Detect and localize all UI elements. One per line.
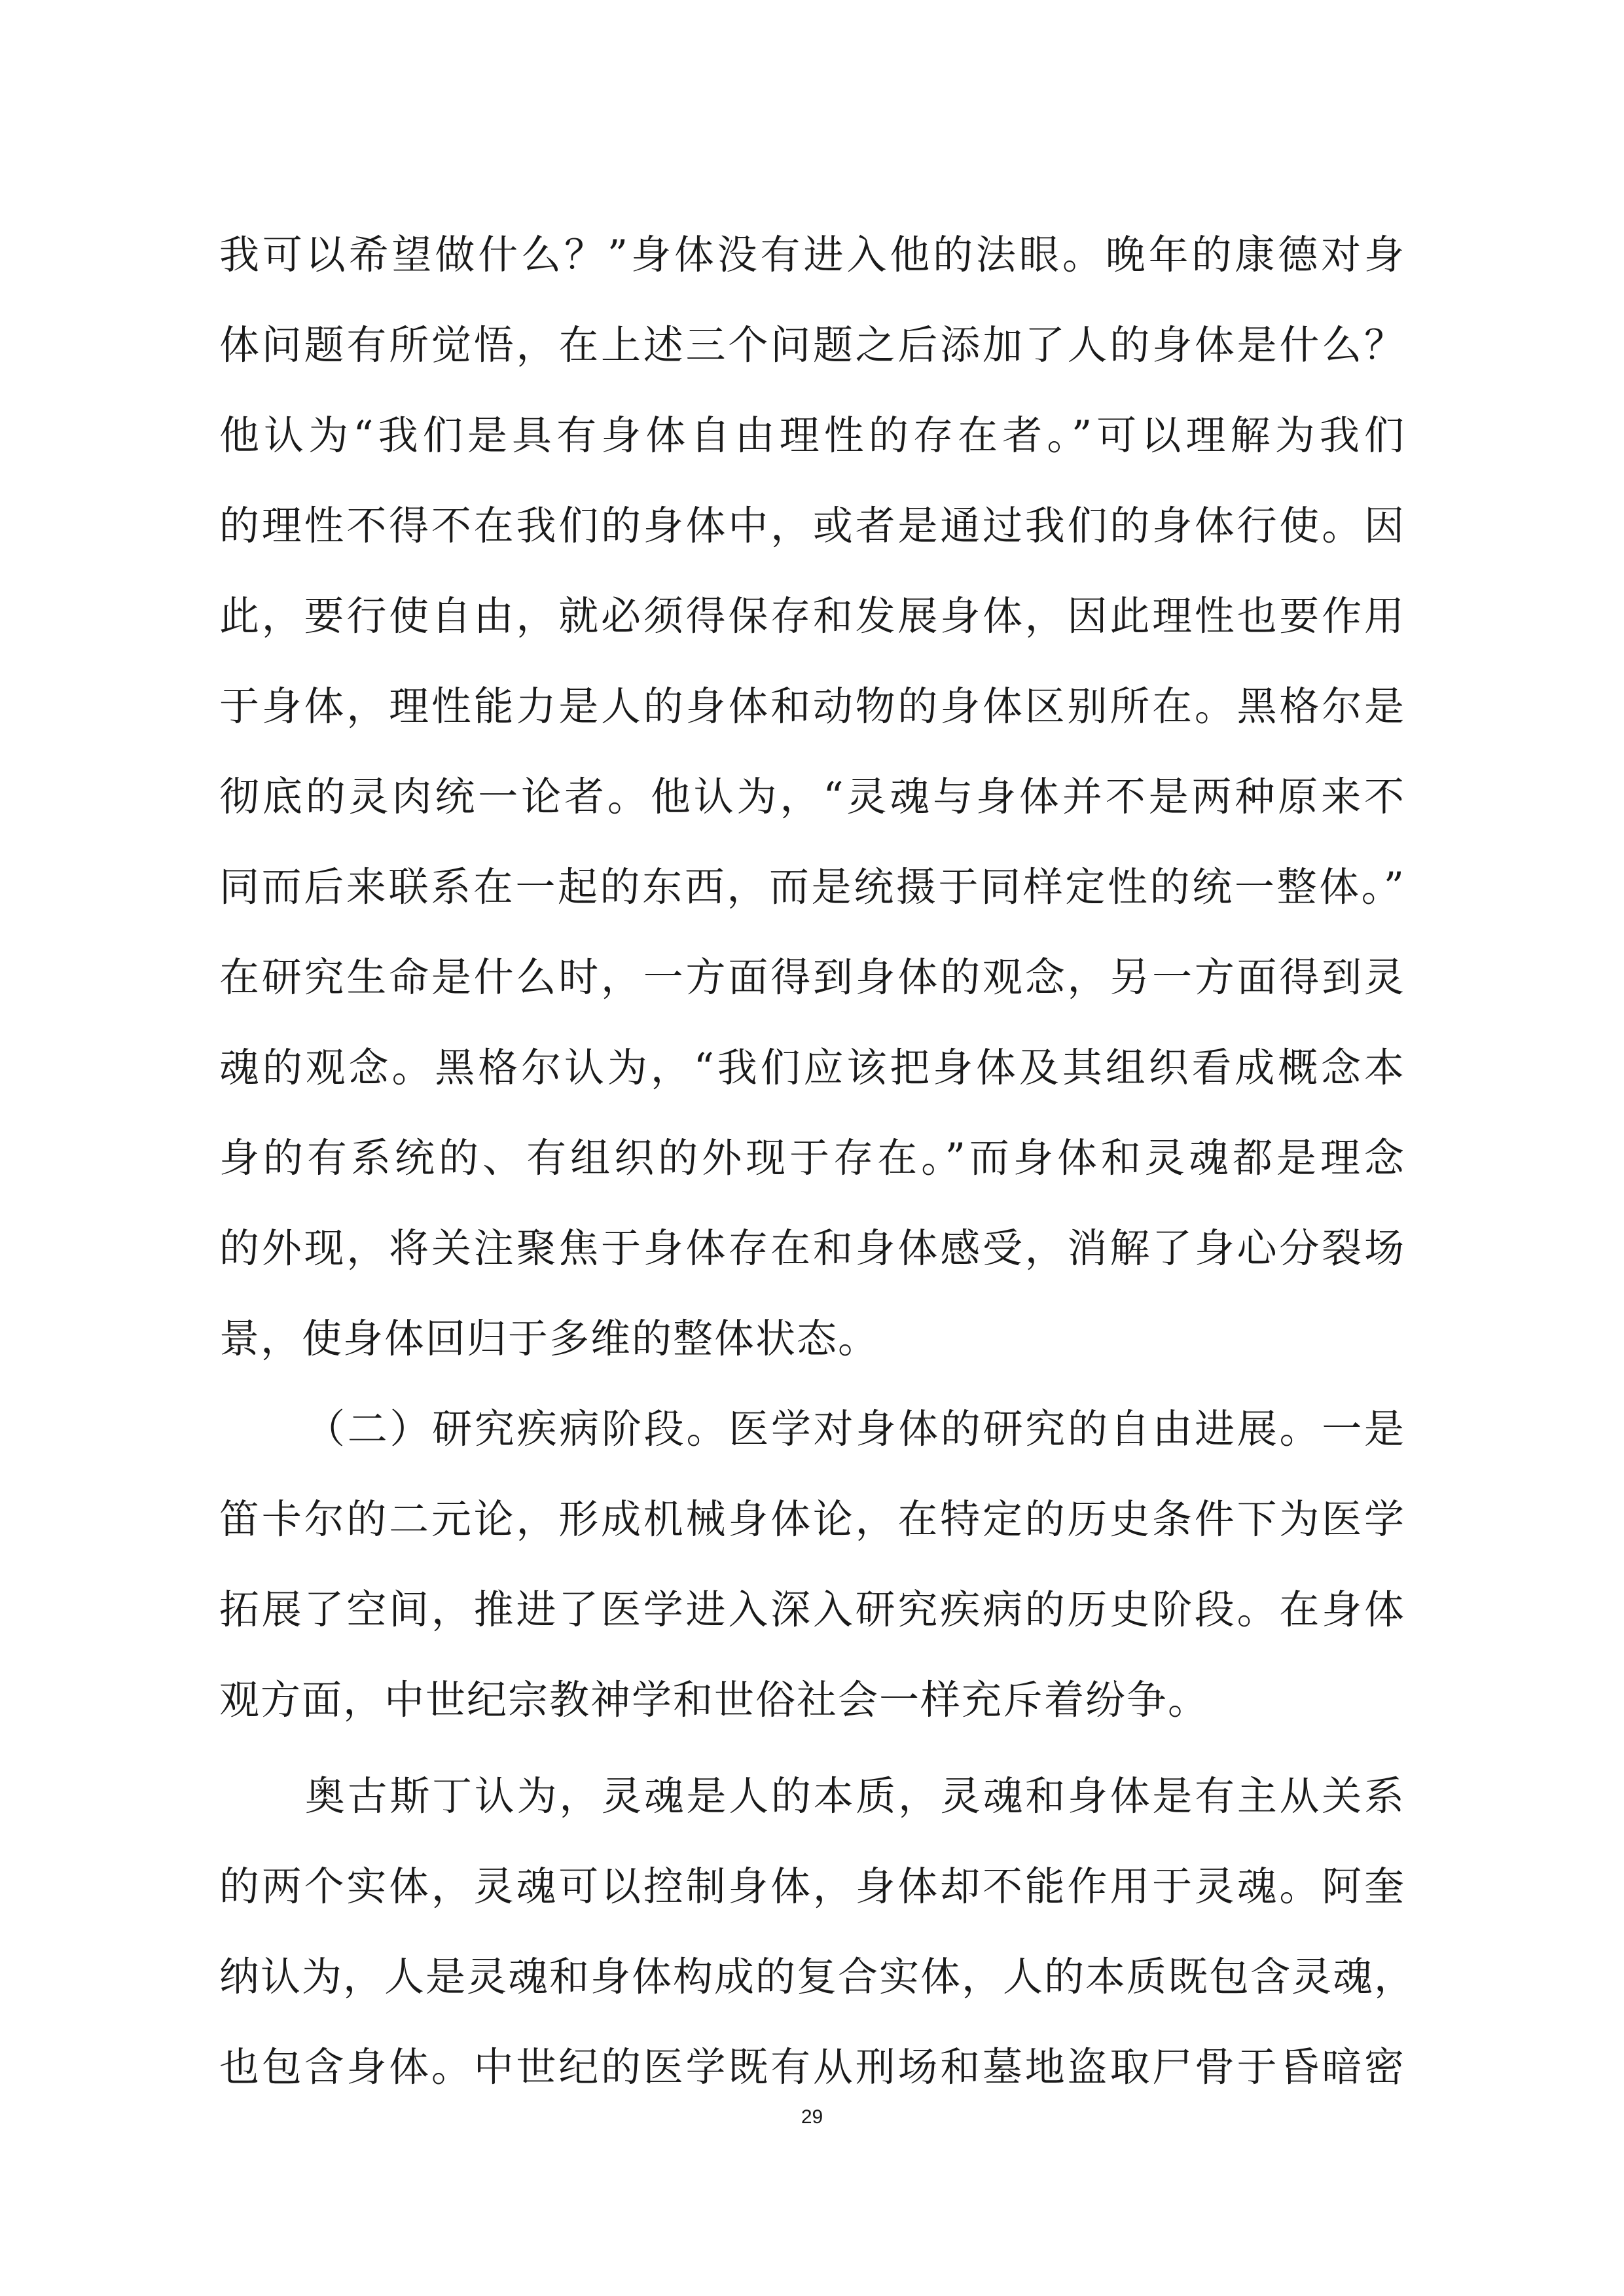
text-line: 的两个实体，灵魂可以控制身体，身体却不能作用于灵魂。阿奎: [219, 1863, 1405, 1910]
text-line: 的理性不得不在我们的身体中，或者是通过我们的身体行使。因: [219, 503, 1405, 549]
text-line: 的外现，将关注聚焦于身体存在和身体感受，消解了身心分裂场: [219, 1225, 1405, 1272]
text-line: 景，使身体回归于多维的整体状态。: [219, 1316, 880, 1362]
text-line: 于身体，理性能力是人的身体和动物的身体区别所在。黑格尔是: [219, 683, 1405, 730]
text-line: 纳认为，人是灵魂和身体构成的复合实体，人的本质既包含灵魂，: [219, 1954, 1416, 2000]
text-line: 身的有系统的、有组织的外现于存在。”而身体和灵魂都是理念: [219, 1135, 1405, 1181]
text-line: 观方面，中世纪宗教神学和世俗社会一样充斥着纷争。: [219, 1677, 1210, 1723]
text-line: 在研究生命是什么时，一方面得到身体的观念，另一方面得到灵: [219, 954, 1405, 1001]
section-heading-line: （二）研究疾病阶段。医学对身体的研究的自由进展。一是: [305, 1406, 1405, 1452]
text-line: 体问题有所觉悟，在上述三个问题之后添加了人的身体是什么？: [219, 322, 1405, 368]
text-line: 奥古斯丁认为，灵魂是人的本质，灵魂和身体是有主从关系: [305, 1773, 1405, 1820]
text-line: 他认为“我们是具有身体自由理性的存在者。”可以理解为我们: [219, 412, 1405, 459]
text-line: 笛卡尔的二元论，形成机械身体论，在特定的历史条件下为医学: [219, 1496, 1405, 1543]
text-line: 此，要行使自由，就必须得保存和发展身体，因此理性也要作用: [219, 593, 1405, 639]
page-number: 29: [801, 2106, 823, 2128]
text-line: 魂的观念。黑格尔认为，“我们应该把身体及其组织看成概念本: [219, 1045, 1405, 1091]
text-line: 拓展了空间，推进了医学进入深入研究疾病的历史阶段。在身体: [219, 1587, 1405, 1633]
text-line: 彻底的灵肉统一论者。他认为，“灵魂与身体并不是两种原来不: [219, 774, 1405, 820]
text-line: 也包含身体。中世纪的医学既有从刑场和墓地盗取尸骨于昏暗密: [219, 2044, 1405, 2090]
text-line: 我可以希望做什么？”身体没有进入他的法眼。晚年的康德对身: [219, 232, 1405, 278]
text-line: 同而后来联系在一起的东西，而是统摄于同样定性的统一整体。”: [219, 864, 1405, 910]
